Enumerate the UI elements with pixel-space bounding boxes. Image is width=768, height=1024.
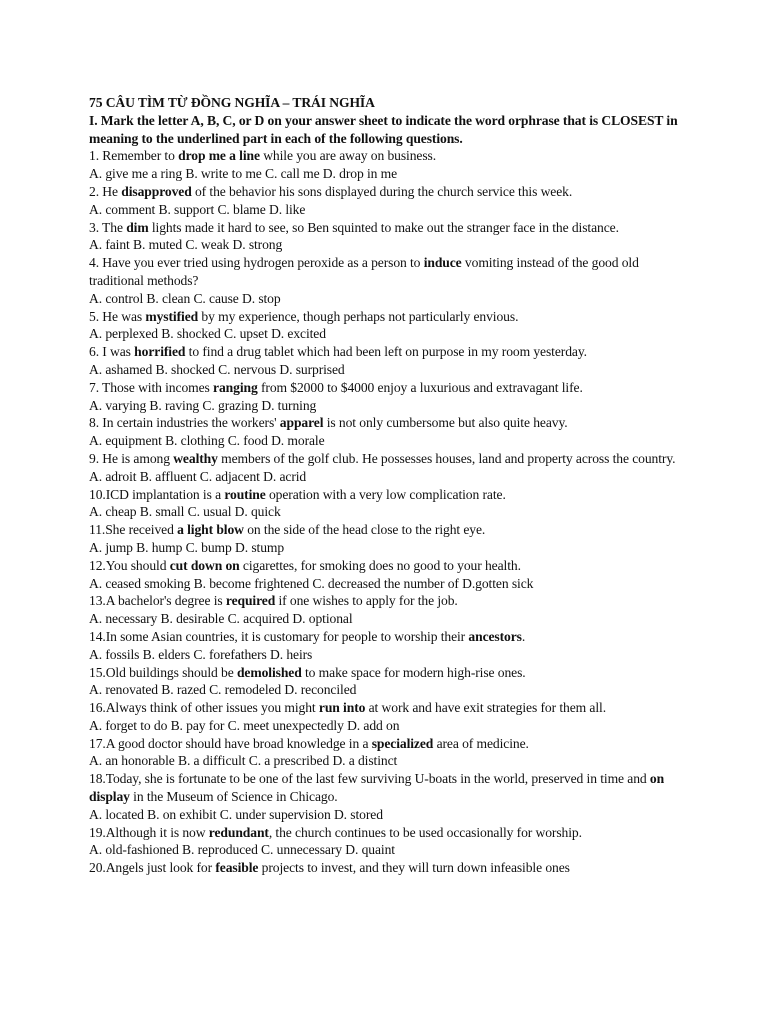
question-text: operation with a very low complication rate. xyxy=(265,486,506,502)
question-stem xyxy=(89,379,689,397)
answer-options: A. necessary B. desirable C. acquired D. optional xyxy=(89,611,353,627)
answer-options: A. cheap B. small C. usual D. quick xyxy=(89,504,281,520)
key-phrase: run into xyxy=(318,700,366,716)
answer-options: A. old-fashioned B. reproduced C. unnecessary D. quaint xyxy=(89,842,395,858)
key-phrase: mystified xyxy=(145,308,199,324)
answer-options: A. give me a ring B. write to me C. call me D. drop in me xyxy=(89,166,398,182)
question-text: on the side of the head close to the right eye. xyxy=(243,522,486,538)
question-stem xyxy=(89,592,689,610)
question-stem xyxy=(89,219,689,237)
question-text: 8. In certain industries the workers' xyxy=(89,415,280,431)
key-phrase: demolished xyxy=(236,664,302,680)
question-text: vomiting instead of the good old traditional methods? xyxy=(89,255,639,288)
key-phrase: apparel xyxy=(279,415,324,431)
question-stem xyxy=(89,521,689,539)
question-text: is not only cumbersome but also quite heavy. xyxy=(323,415,568,431)
question-stem xyxy=(89,486,689,504)
question-text: to find a drug tablet which had been left on purpose in my room yesterday. xyxy=(185,344,587,360)
question-text: 19.Although it is now xyxy=(89,824,209,840)
question-stem xyxy=(89,557,689,575)
question-stem xyxy=(89,824,689,842)
question-stem xyxy=(89,450,689,468)
answer-options: A. perplexed B. shocked C. upset D. excited xyxy=(89,326,326,342)
question-text: 11.She received xyxy=(89,522,178,538)
answer-options: A. ceased smoking B. become frightened C. decreased the number of D.gotten sick xyxy=(89,575,534,591)
question-text: 9. He is among xyxy=(89,450,174,466)
question-text: of the behavior his sons displayed during the church service this week. xyxy=(191,183,573,199)
question-text: 12.You should xyxy=(89,557,170,573)
question-stem xyxy=(89,628,689,646)
question-stem xyxy=(89,770,689,806)
key-phrase: induce xyxy=(423,255,462,271)
key-phrase: feasible xyxy=(215,860,259,876)
question-text: 3. The xyxy=(89,219,127,235)
question-text: to make space for modern high-rise ones. xyxy=(301,664,526,680)
answer-options: A. located B. on exhibit C. under supervision D. stored xyxy=(89,806,383,822)
document-title: 75 CÂU TÌM TỪ ĐỒNG NGHĨA – TRÁI NGHĨA xyxy=(89,95,375,110)
key-phrase: on display xyxy=(89,771,665,805)
question-stem xyxy=(89,414,689,432)
question-stem xyxy=(89,735,689,753)
question-stem xyxy=(89,699,689,717)
question-text: . xyxy=(521,628,526,644)
question-list xyxy=(89,147,689,877)
question-text: members of the golf club. He possesses houses, land and property across the country. xyxy=(217,450,676,466)
question-text: 1. Remember to xyxy=(89,148,179,164)
answer-options: A. renovated B. razed C. remodeled D. reconciled xyxy=(89,682,357,698)
answer-options: A. an honorable B. a difficult C. a prescribed D. a distinct xyxy=(89,753,398,769)
question-text: 13.A bachelor's degree is xyxy=(89,593,226,609)
question-text: cigarettes, for smoking does no good to your health. xyxy=(239,557,521,573)
question-text: 17.A good doctor should have broad knowledge in a xyxy=(89,735,372,751)
question-text: 10.ICD implantation is a xyxy=(89,486,225,502)
answer-options: A. ashamed B. shocked C. nervous D. surprised xyxy=(89,361,345,377)
answer-options: A. equipment B. clothing C. food D. morale xyxy=(89,433,325,449)
key-phrase: specialized xyxy=(371,735,434,751)
answer-options: A. fossils B. elders C. forefathers D. heirs xyxy=(89,646,313,662)
question-text: , the church continues to be used occasionally for worship. xyxy=(268,824,582,840)
question-text: 2. He xyxy=(89,183,122,199)
key-phrase: ancestors xyxy=(468,628,522,644)
question-text: 18.Today, she is fortunate to be one of the last few surviving U-boats in the world, preserved in time and xyxy=(89,771,650,787)
question-text: projects to invest, and they will turn down infeasible ones xyxy=(258,860,570,876)
answer-options: A. faint B. muted C. weak D. strong xyxy=(89,237,283,253)
question-text: in the Museum of Science in Chicago. xyxy=(129,789,338,805)
question-text: 14.In some Asian countries, it is customary for people to worship their xyxy=(89,628,469,644)
question-text: from $2000 to $4000 enjoy a luxurious and extravagant life. xyxy=(257,379,583,395)
question-text: area of medicine. xyxy=(433,735,529,751)
question-text: 5. He was xyxy=(89,308,146,324)
answer-options: A. adroit B. affluent C. adjacent D. acrid xyxy=(89,468,307,484)
key-phrase: disapproved xyxy=(121,183,192,199)
question-stem xyxy=(89,308,689,326)
key-phrase: ranging xyxy=(213,379,258,395)
question-stem xyxy=(89,254,689,290)
key-phrase: required xyxy=(225,593,276,609)
question-text: 15.Old buildings should be xyxy=(89,664,237,680)
answer-options: A. comment B. support C. blame D. like xyxy=(89,201,306,217)
question-stem xyxy=(89,183,689,201)
question-text: by my experience, though perhaps not particularly envious. xyxy=(198,308,519,324)
question-text: 20.Angels just look for xyxy=(89,860,216,876)
answer-options: A. jump B. hump C. bump D. stump xyxy=(89,539,285,555)
key-phrase: drop me a line xyxy=(178,148,260,164)
answer-options: A. control B. clean C. cause D. stop xyxy=(89,290,281,306)
answer-options: A. varying B. raving C. grazing D. turning xyxy=(89,397,317,413)
key-phrase: cut down on xyxy=(169,557,240,573)
question-text: lights made it hard to see, so Ben squinted to make out the stranger face in the distance. xyxy=(148,219,619,235)
question-stem xyxy=(89,664,689,682)
question-text: 6. I was xyxy=(89,344,135,360)
question-stem xyxy=(89,859,689,877)
key-phrase: routine xyxy=(224,486,266,502)
question-text: 16.Always think of other issues you might xyxy=(89,700,319,716)
key-phrase: dim xyxy=(126,219,149,235)
key-phrase: wealthy xyxy=(173,450,218,466)
question-text: if one wishes to apply for the job. xyxy=(275,593,458,609)
question-text: 7. Those with incomes xyxy=(89,379,214,395)
question-text: while you are away on business. xyxy=(259,148,437,164)
document-body xyxy=(89,94,689,877)
question-text: at work and have exit strategies for them all. xyxy=(365,700,606,716)
key-phrase: redundant xyxy=(208,824,269,840)
question-text: 4. Have you ever tried using hydrogen peroxide as a person to xyxy=(89,255,424,271)
question-stem xyxy=(89,343,689,361)
answer-options: A. forget to do B. pay for C. meet unexpectedly D. add on xyxy=(89,717,400,733)
key-phrase: a light blow xyxy=(177,522,244,538)
instruction-text: I. Mark the letter A, B, C, or D on your answer sheet to indicate the word orphrase that is CLOSEST in meaning to the underlined part in each of the following questions. xyxy=(89,112,678,146)
key-phrase: horrified xyxy=(134,344,186,360)
question-stem xyxy=(89,147,689,165)
